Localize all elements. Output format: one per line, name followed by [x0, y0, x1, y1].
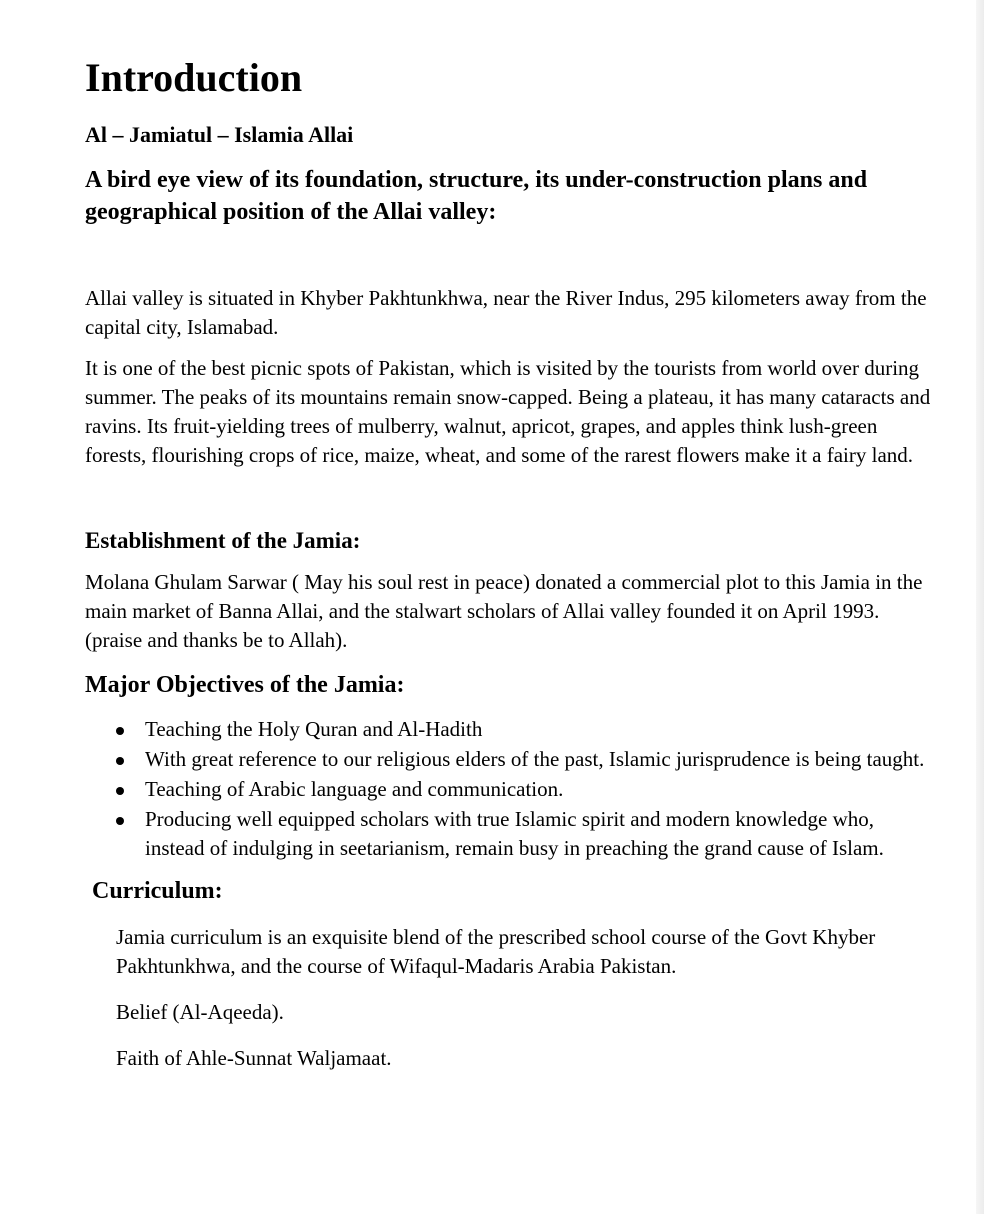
list-item-text: Teaching of Arabic language and communication.: [145, 777, 564, 801]
list-item: [145, 805, 935, 863]
bullet-icon: [116, 757, 124, 765]
establishment-heading: Establishment of the Jamia:: [85, 528, 361, 553]
page-title: Introduction: [85, 55, 303, 100]
intro-paragraph-description: It is one of the best picnic spots of Pakistan, which is visited by the tourists from world over during summer. The peaks of its mountains remain snow-capped. Being a plateau, it has many cataracts and ravins. Its fruit-yielding trees of mulberry, walnut, apricot, grapes, and apples think lush-green forests, flourishing crops of rice, maize, wheat, and some of the rarest flowers make it a fairy land.: [85, 356, 931, 467]
bullet-icon: [116, 727, 124, 735]
page-edge-shadow: [976, 0, 984, 1214]
bullet-icon: [116, 787, 124, 795]
objectives-list: [85, 715, 935, 863]
list-item-text: Producing well equipped scholars with true Islamic spirit and modern knowledge who, instead of indulging in seetarianism, remain busy in preaching the grand cause of Islam.: [145, 807, 884, 860]
curriculum-heading: Curriculum:: [92, 878, 223, 904]
document-body: [85, 52, 935, 1073]
curriculum-belief: Belief (Al-Aqeeda).: [116, 1000, 284, 1024]
curriculum-section: [116, 923, 935, 1073]
list-item: [145, 775, 935, 804]
list-item: [145, 745, 935, 774]
objectives-heading: Major Objectives of the Jamia:: [85, 672, 405, 698]
list-item-text: Teaching the Holy Quran and Al-Hadith: [145, 717, 483, 741]
bullet-icon: [116, 817, 124, 825]
curriculum-paragraph: Jamia curriculum is an exquisite blend of the prescribed school course of the Govt Khyber Pakhtunkhwa, and the course of Wifaqul-Madaris Arabia Pakistan.: [116, 925, 876, 978]
intro-paragraph-location: Allai valley is situated in Khyber Pakhtunkhwa, near the River Indus, 295 kilometers away from the capital city, Islamabad.: [85, 286, 927, 339]
institution-name: Al – Jamiatul – Islamia Allai: [85, 122, 354, 147]
curriculum-faith: Faith of Ahle-Sunnat Waljamaat.: [116, 1046, 392, 1070]
establishment-paragraph: Molana Ghulam Sarwar ( May his soul rest in peace) donated a commercial plot to this Jamia in the main market of Banna Allai, and the stalwart scholars of Allai valley founded it on April 1993.(praise and thanks be to Allah).: [85, 570, 923, 652]
lead-heading: A bird eye view of its foundation, structure, its under-construction plans and geographical position of the Allai valley:: [85, 167, 868, 225]
list-item-text: With great reference to our religious elders of the past, Islamic jurisprudence is being taught.: [145, 747, 925, 771]
list-item: [145, 715, 935, 744]
